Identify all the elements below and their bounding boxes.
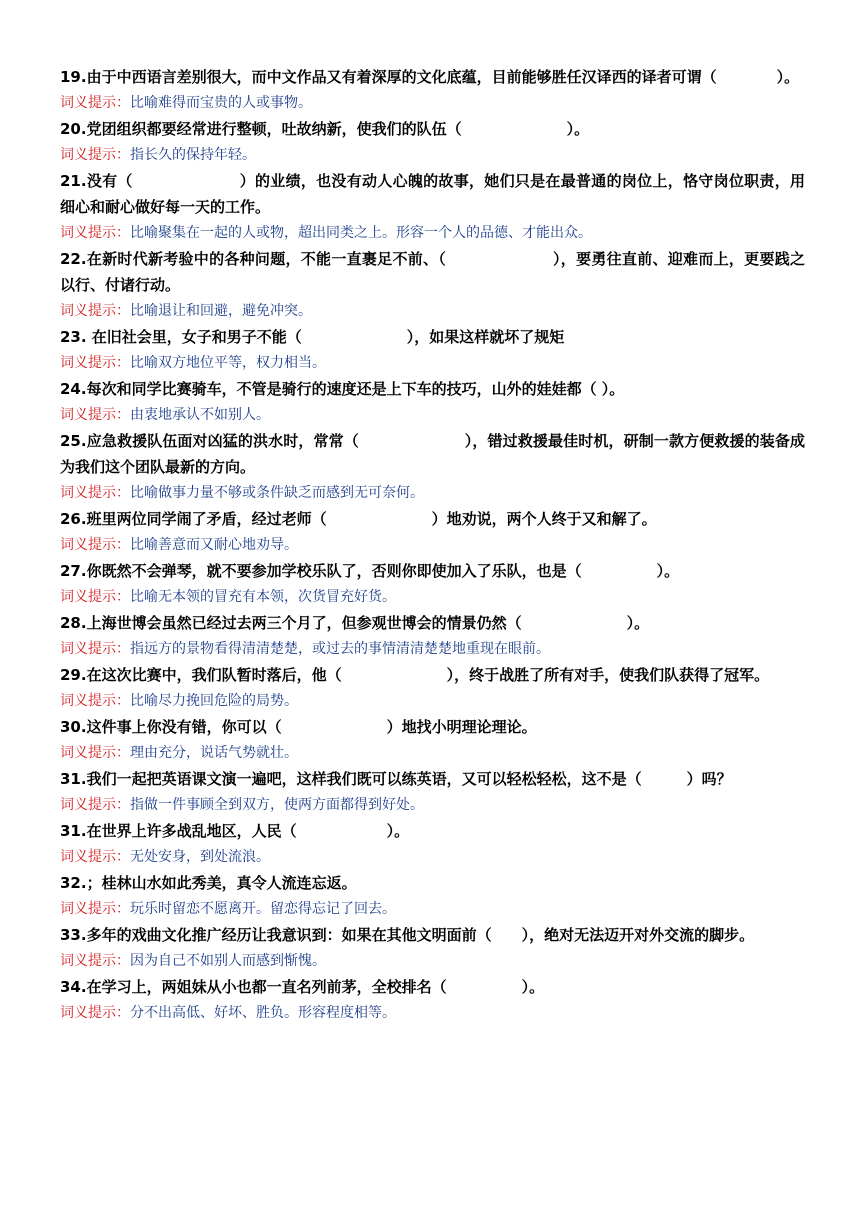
question-text: 19.由于中西语言差别很大，而中文作品又有着深厚的文化底蕴，目前能够胜任汉译西的译者可谓（ ）。 <box>60 68 800 86</box>
hint-text: 比喻退让和回避，避免冲突。 <box>130 303 312 319</box>
hint-label: 词义提示： <box>60 485 130 501</box>
hint-text: 比喻双方地位平等，权力相当。 <box>130 355 326 371</box>
question-text: 31.在世界上许多战乱地区，人民（ ）。 <box>60 822 410 840</box>
hint-line <box>60 350 805 376</box>
list-item <box>60 714 805 766</box>
hint-line <box>60 792 805 818</box>
hint-line <box>60 402 805 428</box>
hint-label: 词义提示： <box>60 407 130 423</box>
hint-label: 词义提示： <box>60 849 130 865</box>
hint-label: 词义提示： <box>60 901 130 917</box>
list-item <box>60 662 805 714</box>
hint-text: 因为自己不如别人而感到惭愧。 <box>130 953 326 969</box>
hint-line <box>60 948 805 974</box>
hint-label: 词义提示： <box>60 693 130 709</box>
hint-label: 词义提示： <box>60 1005 130 1021</box>
list-item <box>60 324 805 376</box>
list-item <box>60 376 805 428</box>
hint-label: 词义提示： <box>60 147 130 163</box>
hint-label: 词义提示： <box>60 589 130 605</box>
question-text: 32.；桂林山水如此秀美，真令人流连忘返。 <box>60 874 357 892</box>
hint-line <box>60 142 805 168</box>
list-item <box>60 870 805 922</box>
hint-label: 词义提示： <box>60 95 130 111</box>
list-item <box>60 818 805 870</box>
list-item <box>60 116 805 168</box>
hint-line <box>60 90 805 116</box>
list-item <box>60 64 805 116</box>
hint-text: 玩乐时留恋不愿离开。留恋得忘记了回去。 <box>130 901 396 917</box>
hint-label: 词义提示： <box>60 355 130 371</box>
hint-label: 词义提示： <box>60 797 130 813</box>
hint-text: 比喻尽力挽回危险的局势。 <box>130 693 298 709</box>
hint-line <box>60 844 805 870</box>
question-text: 25.应急救援队伍面对凶猛的洪水时，常常（ ），错过救援最佳时机，研制一款方便救援的装备成为我们这个团队最新的方向。 <box>60 432 805 476</box>
hint-line <box>60 584 805 610</box>
hint-text: 比喻聚集在一起的人或物，超出同类之上。形容一个人的品德、才能出众。 <box>130 225 592 241</box>
question-text: 21.没有（ ）的业绩，也没有动人心魄的故事，她们只是在最普通的岗位上，恪守岗位职责，用细心和耐心做好每一天的工作。 <box>60 172 805 216</box>
hint-text: 指做一件事顾全到双方，使两方面都得到好处。 <box>130 797 424 813</box>
hint-label: 词义提示： <box>60 225 130 241</box>
hint-line <box>60 636 805 662</box>
hint-label: 词义提示： <box>60 537 130 553</box>
hint-text: 比喻善意而又耐心地劝导。 <box>130 537 298 553</box>
hint-line <box>60 1000 805 1026</box>
list-item <box>60 974 805 1026</box>
hint-label: 词义提示： <box>60 953 130 969</box>
hint-text: 由衷地承认不如别人。 <box>130 407 270 423</box>
list-item <box>60 246 805 324</box>
hint-label: 词义提示： <box>60 745 130 761</box>
hint-line <box>60 298 805 324</box>
hint-line <box>60 220 805 246</box>
question-text: 24.每次和同学比赛骑车，不管是骑行的速度还是上下车的技巧，山外的娃娃都（ ）。 <box>60 380 625 398</box>
hint-text: 比喻做事力量不够或条件缺乏而感到无可奈何。 <box>130 485 424 501</box>
list-item <box>60 558 805 610</box>
hint-text: 理由充分，说话气势就壮。 <box>130 745 298 761</box>
question-text: 22.在新时代新考验中的各种问题，不能一直裹足不前、（ ），要勇往直前、迎难而上，更要践之以行、付诸行动。 <box>60 250 805 294</box>
list-item <box>60 922 805 974</box>
hint-label: 词义提示： <box>60 303 130 319</box>
list-item <box>60 168 805 246</box>
question-text: 27.你既然不会弹琴，就不要参加学校乐队了，否则你即使加入了乐队，也是（ ）。 <box>60 562 680 580</box>
list-item <box>60 610 805 662</box>
question-text: 28.上海世博会虽然已经过去两三个月了，但参观世博会的情景仍然（ ）。 <box>60 614 650 632</box>
hint-line <box>60 896 805 922</box>
question-text: 20.党团组织都要经常进行整顿，吐故纳新，使我们的队伍（ ）。 <box>60 120 590 138</box>
hint-text: 无处安身，到处流浪。 <box>130 849 270 865</box>
hint-text: 比喻无本领的冒充有本领，次货冒充好货。 <box>130 589 396 605</box>
list-item <box>60 428 805 506</box>
question-text: 30.这件事上你没有错，你可以（ ）地找小明理论理论。 <box>60 718 537 736</box>
question-text: 31.我们一起把英语课文演一遍吧，这样我们既可以练英语，又可以轻松轻松，这不是（ ）吗？ <box>60 770 732 788</box>
hint-line <box>60 688 805 714</box>
hint-text: 分不出高低、好坏、胜负。形容程度相等。 <box>130 1005 396 1021</box>
question-text: 33.多年的戏曲文化推广经历让我意识到：如果在其他文明面前（ ），绝对无法迈开对外交流的脚步。 <box>60 926 755 944</box>
hint-text: 比喻难得而宝贵的人或事物。 <box>130 95 312 111</box>
hint-label: 词义提示： <box>60 641 130 657</box>
question-text: 34.在学习上，两姐妹从小也都一直名列前茅，全校排名（ ）。 <box>60 978 545 996</box>
question-list <box>60 64 805 1026</box>
question-text: 29.在这次比赛中，我们队暂时落后，他（ ），终于战胜了所有对手，使我们队获得了冠军。 <box>60 666 770 684</box>
hint-line <box>60 740 805 766</box>
question-text: 26.班里两位同学闹了矛盾，经过老师（ ）地劝说，两个人终于又和解了。 <box>60 510 657 528</box>
hint-text: 指远方的景物看得清清楚楚，或过去的事情清清楚楚地重现在眼前。 <box>130 641 550 657</box>
hint-text: 指长久的保持年轻。 <box>130 147 256 163</box>
hint-line <box>60 480 805 506</box>
question-text: 23. 在旧社会里，女子和男子不能（ ），如果这样就坏了规矩 <box>60 328 565 346</box>
list-item <box>60 766 805 818</box>
list-item <box>60 506 805 558</box>
hint-line <box>60 532 805 558</box>
